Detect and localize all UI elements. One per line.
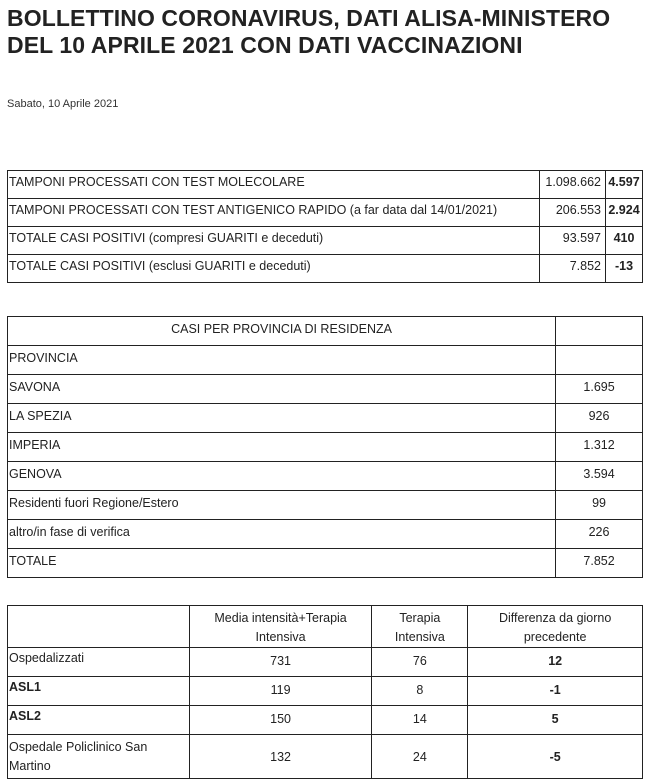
- diff-value: 5: [468, 706, 643, 735]
- province-name: IMPERIA: [8, 433, 556, 462]
- header-cell: Terapia Intensiva: [372, 606, 468, 648]
- province-table: [7, 316, 643, 578]
- table-row: [8, 549, 643, 578]
- column-label: PROVINCIA: [8, 346, 556, 375]
- table-row: [8, 648, 643, 677]
- header-cell: [8, 606, 190, 648]
- diff-value: 12: [468, 648, 643, 677]
- province-value: 7.852: [556, 549, 643, 578]
- table-row: [8, 706, 643, 735]
- table-row: [8, 462, 643, 491]
- province-name: GENOVA: [8, 462, 556, 491]
- hospital-name: ASL2: [8, 706, 190, 735]
- row-label: TAMPONI PROCESSATI CON TEST ANTIGENICO RAPIDO (a far data dal 14/01/2021): [8, 199, 540, 227]
- diff-value: -5: [468, 735, 643, 779]
- table-row: [8, 227, 643, 255]
- table-row: [8, 171, 643, 199]
- table-header-row: [8, 606, 643, 648]
- row-delta: 410: [606, 227, 643, 255]
- table-row: [8, 520, 643, 549]
- table-row: [8, 255, 643, 283]
- row-total: 206.553: [540, 199, 606, 227]
- header-cell: Differenza da giorno precedente: [468, 606, 643, 648]
- table-row: [8, 346, 643, 375]
- row-label: TOTALE CASI POSITIVI (esclusi GUARITI e deceduti): [8, 255, 540, 283]
- province-name: TOTALE: [8, 549, 556, 578]
- ti-value: 24: [372, 735, 468, 779]
- media-value: 150: [189, 706, 372, 735]
- row-total: 7.852: [540, 255, 606, 283]
- row-total: 93.597: [540, 227, 606, 255]
- row-delta: 4.597: [606, 171, 643, 199]
- province-name: Residenti fuori Regione/Estero: [8, 491, 556, 520]
- row-total: 1.098.662: [540, 171, 606, 199]
- article-title: BOLLETTINO CORONAVIRUS, DATI ALISA-MINISTERO DEL 10 APRILE 2021 CON DATI VACCINAZIONI: [7, 5, 611, 58]
- province-value: 1.312: [556, 433, 643, 462]
- row-label: TAMPONI PROCESSATI CON TEST MOLECOLARE: [8, 171, 540, 199]
- province-value: 226: [556, 520, 643, 549]
- media-value: 119: [189, 677, 372, 706]
- ti-value: 8: [372, 677, 468, 706]
- table-row: [8, 735, 643, 779]
- province-value: 1.695: [556, 375, 643, 404]
- table-row: [8, 404, 643, 433]
- province-table-heading: CASI PER PROVINCIA DI RESIDENZA: [8, 317, 556, 346]
- ti-value: 76: [372, 648, 468, 677]
- empty-cell: [556, 346, 643, 375]
- table-row: [8, 375, 643, 404]
- table-row: [8, 491, 643, 520]
- table-header-row: [8, 317, 643, 346]
- diff-value: -1: [468, 677, 643, 706]
- article-date: Sabato, 10 Aprile 2021: [7, 98, 119, 110]
- hospital-name: Ospedale Policlinico San Martino: [8, 735, 190, 779]
- media-value: 132: [189, 735, 372, 779]
- ti-value: 14: [372, 706, 468, 735]
- province-value: 99: [556, 491, 643, 520]
- row-delta: -13: [606, 255, 643, 283]
- table-row: [8, 677, 643, 706]
- media-value: 731: [189, 648, 372, 677]
- hospital-name: Ospedalizzati: [8, 648, 190, 677]
- table-row: [8, 199, 643, 227]
- hospital-name: ASL1: [8, 677, 190, 706]
- summary-table: [7, 170, 643, 283]
- table-row: [8, 433, 643, 462]
- hospital-table: [7, 605, 643, 779]
- province-name: LA SPEZIA: [8, 404, 556, 433]
- row-delta: 2.924: [606, 199, 643, 227]
- province-name: SAVONA: [8, 375, 556, 404]
- province-value: 926: [556, 404, 643, 433]
- province-value: 3.594: [556, 462, 643, 491]
- row-label: TOTALE CASI POSITIVI (compresi GUARITI e deceduti): [8, 227, 540, 255]
- empty-cell: [556, 317, 643, 346]
- province-name: altro/in fase di verifica: [8, 520, 556, 549]
- header-cell: Media intensità+Terapia Intensiva: [189, 606, 372, 648]
